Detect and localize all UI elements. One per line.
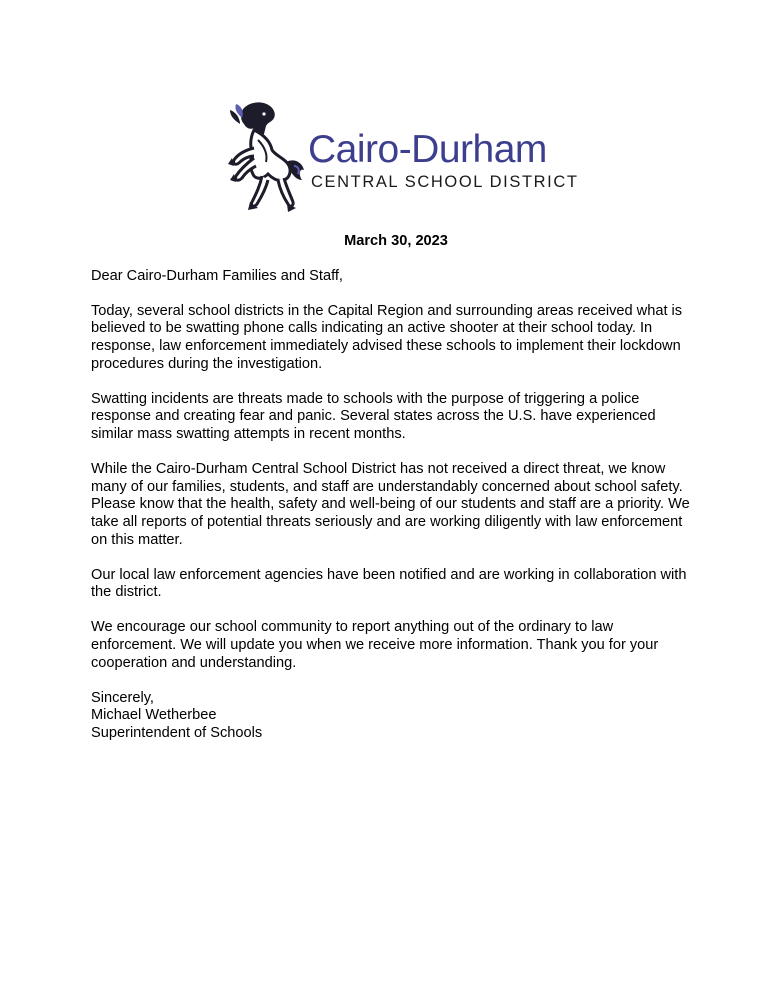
signature-block [91, 690, 691, 743]
paragraph-swatting-definition: Swatting incidents are threats made to schools with the purpose of triggering a police response and creating fear and panic. Several states across the U.S. have experienced similar mass swatting attempts in recent months. [91, 390, 656, 442]
letter-date: March 30, 2023 [344, 233, 448, 249]
signer-title: Superintendent of Schools [91, 725, 263, 742]
letterhead [214, 100, 579, 212]
district-subtitle-logotype: CENTRAL SCHOOL DISTRICT [311, 173, 579, 191]
paragraph-swatting-calls: Today, several school districts in the Capital Region and surrounding areas received what is believed to be swatting phone calls indicating an active shooter at their school today. In response, law enforcement immediately advised these schools to implement their lockdown procedures during the investigation. [91, 302, 683, 372]
salutation: Dear Cairo-Durham Families and Staff, [91, 267, 343, 284]
paragraph-law-enforcement: Our local law enforcement agencies have been notified and are working in collaboration with the district. [91, 566, 687, 601]
district-name-logotype: Cairo-Durham [308, 128, 547, 171]
paragraph-district-safety: While the Cairo-Durham Central School District has not received a direct threat, we know many of our families, students, and staff are understandably concerned about school safety. Please know that the health, safety and well-being of our students and staff are a priority. We take all reports of potential threats seriously and are working diligently with law enforcement on this matter. [91, 461, 690, 548]
paragraph-encouragement: We encourage our school community to report anything out of the ordinary to law enforcement. We will update you when we receive more information. Thank you for your cooperation and understanding. [91, 619, 659, 671]
signer-name: Michael Wetherbee [91, 707, 217, 724]
letter-body [91, 233, 691, 743]
mustang-logo-icon [214, 100, 306, 212]
closing: Sincerely, [91, 689, 154, 706]
